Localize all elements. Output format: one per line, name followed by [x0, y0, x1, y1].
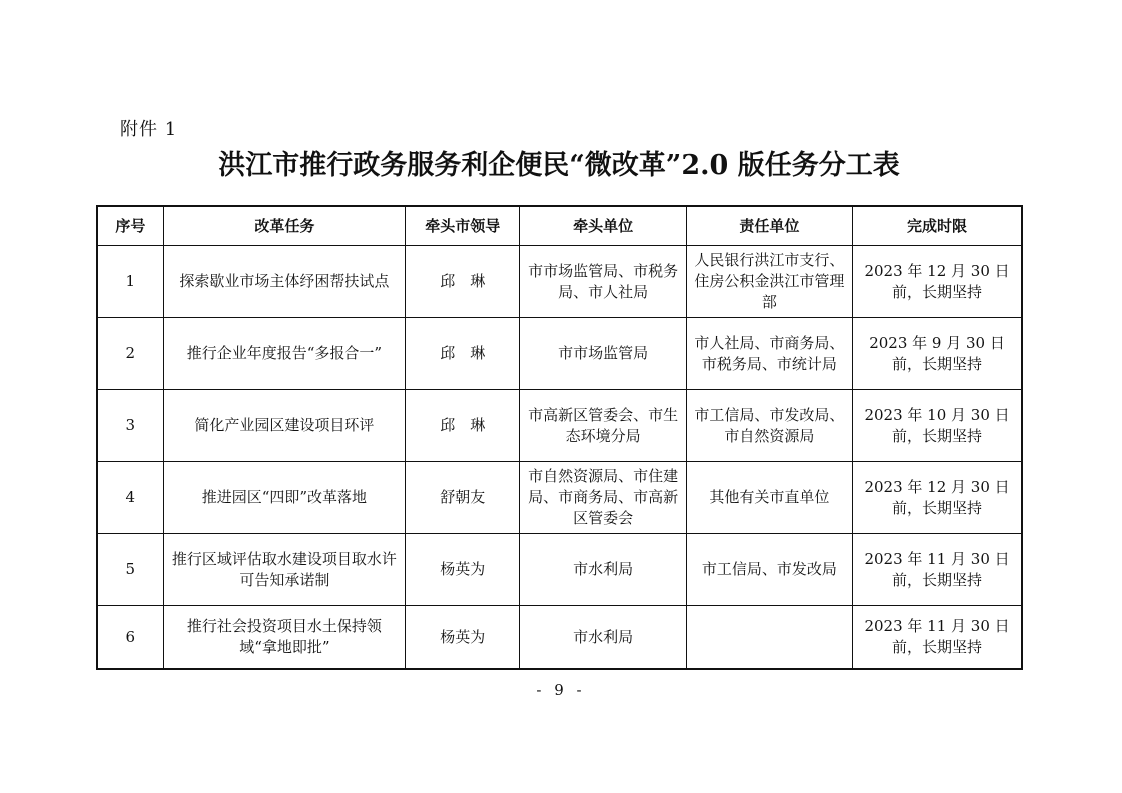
cell-task: 推进园区“四即”改革落地: [163, 462, 406, 534]
cell-lead-unit: 市自然资源局、市住建局、市商务局、市高新区管委会: [520, 462, 686, 534]
cell-task: 推行区域评估取水建设项目取水许可告知承诺制: [163, 534, 406, 606]
cell-task: 推行社会投资项目水土保持领域“拿地即批”: [163, 606, 406, 670]
cell-responsible: 市工信局、市发改局、市自然资源局: [686, 390, 852, 462]
cell-lead-unit: 市市场监管局: [520, 318, 686, 390]
cell-lead-unit: 市高新区管委会、市生态环境分局: [520, 390, 686, 462]
cell-leader: 邱 琳: [406, 390, 520, 462]
cell-leader: 邱 琳: [406, 318, 520, 390]
cell-deadline: 2023 年 9 月 30 日前，长期坚持: [853, 318, 1022, 390]
cell-task: 探索歇业市场主体纾困帮扶试点: [163, 246, 406, 318]
cell-deadline: 2023 年 12 月 30 日前，长期坚持: [853, 462, 1022, 534]
cell-lead-unit: 市市场监管局、市税务局、市人社局: [520, 246, 686, 318]
table-row: [97, 534, 1022, 606]
header-task: 改革任务: [163, 206, 406, 246]
cell-task: 简化产业园区建设项目环评: [163, 390, 406, 462]
cell-no: 5: [97, 534, 163, 606]
cell-deadline: 2023 年 12 月 30 日前，长期坚持: [853, 246, 1022, 318]
cell-task: 推行企业年度报告“多报合一”: [163, 318, 406, 390]
cell-no: 4: [97, 462, 163, 534]
cell-responsible: 市人社局、市商务局、市税务局、市统计局: [686, 318, 852, 390]
table-row: [97, 390, 1022, 462]
cell-no: 2: [97, 318, 163, 390]
cell-leader: 邱 琳: [406, 246, 520, 318]
table-row: [97, 606, 1022, 670]
document-title: 洪江市推行政务服务利企便民“微改革”2.0 版任务分工表: [218, 150, 900, 181]
cell-deadline: 2023 年 11 月 30 日前，长期坚持: [853, 534, 1022, 606]
cell-leader: 杨英为: [406, 606, 520, 670]
header-deadline: 完成时限: [853, 206, 1022, 246]
cell-responsible: [686, 606, 852, 670]
header-lead-unit: 牵头单位: [520, 206, 686, 246]
attachment-label: 附件 1: [120, 119, 178, 140]
cell-no: 1: [97, 246, 163, 318]
cell-responsible: 市工信局、市发改局: [686, 534, 852, 606]
table-header-row: [97, 206, 1022, 246]
cell-no: 6: [97, 606, 163, 670]
table-row: [97, 246, 1022, 318]
cell-deadline: 2023 年 10 月 30 日前，长期坚持: [853, 390, 1022, 462]
cell-no: 3: [97, 390, 163, 462]
cell-responsible: 其他有关市直单位: [686, 462, 852, 534]
cell-responsible: 人民银行洪江市支行、住房公积金洪江市管理部: [686, 246, 852, 318]
cell-lead-unit: 市水利局: [520, 534, 686, 606]
table-row: [97, 462, 1022, 534]
header-no: 序号: [97, 206, 163, 246]
task-assignment-table: [96, 205, 1023, 670]
cell-deadline: 2023 年 11 月 30 日前，长期坚持: [853, 606, 1022, 670]
header-leader: 牵头市领导: [406, 206, 520, 246]
cell-lead-unit: 市水利局: [520, 606, 686, 670]
cell-leader: 舒朝友: [406, 462, 520, 534]
page-number: - 9 -: [536, 681, 586, 699]
cell-leader: 杨英为: [406, 534, 520, 606]
header-responsible: 责任单位: [686, 206, 852, 246]
table-row: [97, 318, 1022, 390]
